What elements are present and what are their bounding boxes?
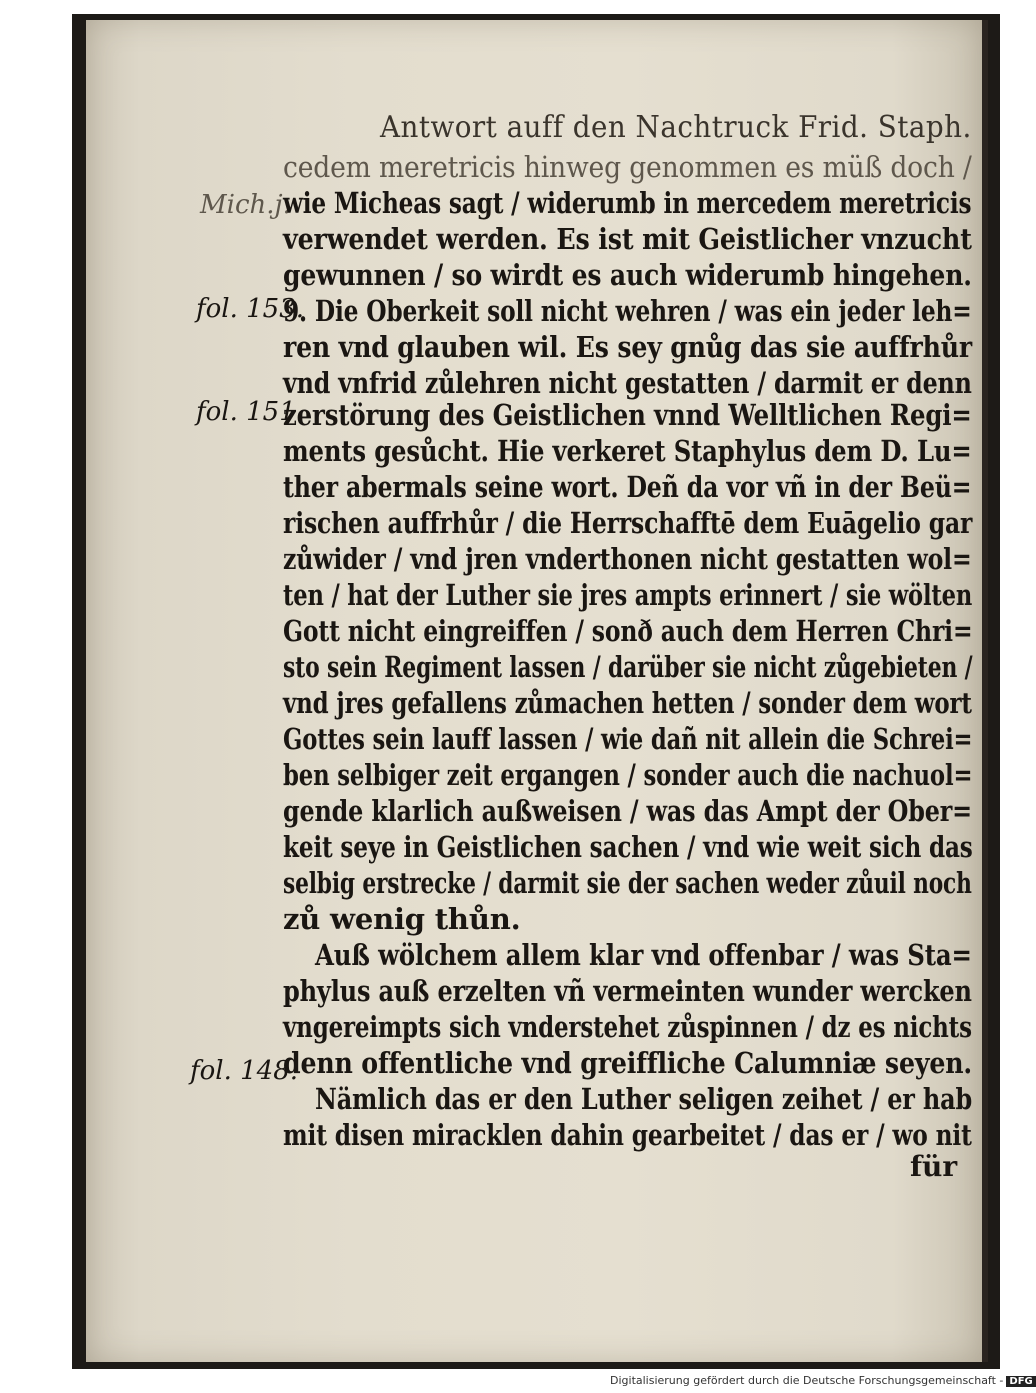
- text-line: gewunnen / so wirdt es auch widerumb hingehen.: [283, 258, 972, 292]
- footer-text: Digitalisierung gefördert durch die Deutsche Forschungsgemeinschaft -: [610, 1374, 1004, 1387]
- text-line: vnd vnfrid zůlehren nicht gestatten / darmit er denn: [283, 366, 972, 400]
- catchword: für: [910, 1150, 958, 1183]
- text-line: ments gesůcht. Hie verkeret Staphylus dem D. Lu=: [283, 434, 972, 468]
- footer-credit: [610, 1374, 1036, 1387]
- text-line: Nämlich das er den Luther seligen zeihet / er hab: [315, 1082, 973, 1116]
- text-line: vnd jres gefallens zůmachen hetten / sonder dem wort: [283, 686, 972, 720]
- text-line: sto sein Regiment lassen / darüber sie nicht zůgebieten /: [283, 650, 973, 684]
- text-line: ten / hat der Luther sie jres ampts erinnert / sie wölten: [283, 578, 973, 612]
- text-line: zů wenig thůn.: [283, 902, 521, 936]
- margin-note-fol-151: fol. 151.: [196, 397, 305, 427]
- text-line: keit seye in Geistlichen sachen / vnd wie weit sich das: [283, 830, 973, 864]
- text-line: Auß wölchem allem klar vnd offenbar / was Sta=: [315, 938, 972, 972]
- running-header: Antwort auff den Nachtruck Frid. Staph.: [380, 110, 972, 145]
- text-line: vngereimpts sich vnderstehet zůspinnen / dz es nichts: [283, 1010, 972, 1044]
- dfg-logo: DFG: [1006, 1376, 1035, 1387]
- text-line: phylus auß erzelten vñ vermeinten wunder wercken: [283, 974, 972, 1008]
- text-line: rischen auffrhůr / die Herrschafftē dem Euāgelio gar: [283, 506, 973, 540]
- text-line: mit disen miracklen dahin gearbeitet / das er / wo nit: [283, 1118, 972, 1152]
- text-line: zůwider / vnd jren vnderthonen nicht gestatten wol=: [283, 542, 972, 576]
- text-line: cedem meretricis hinweg genommen es müß doch /: [283, 150, 972, 184]
- margin-note-fol-153: fol. 153.: [196, 294, 305, 324]
- text-line: Gottes sein lauff lassen / wie dañ nit allein die Schrei=: [283, 722, 973, 756]
- text-line: selbig erstrecke / darmit sie der sachen weder zůuil noch: [283, 866, 972, 900]
- margin-note-mich: Mich.j.: [200, 190, 291, 220]
- text-line: ther abermals seine wort. Deñ da vor vñ in der Beü=: [283, 470, 972, 504]
- margin-note-fol-148: fol. 148.: [190, 1056, 299, 1086]
- page-edge: [982, 20, 988, 1362]
- text-line: denn offentliche vnd greiffliche Calumniæ seyen.: [283, 1046, 972, 1080]
- text-line: verwendet werden. Es ist mit Geistlicher vnzucht: [283, 222, 972, 256]
- text-line: wie Micheas sagt / widerumb in mercedem meretricis: [283, 186, 972, 220]
- text-line: zerstörung des Geistlichen vnnd Welltlichen Regi=: [283, 398, 972, 432]
- text-line: ben selbiger zeit ergangen / sonder auch die nachuol=: [283, 758, 973, 792]
- text-line: 9. Die Oberkeit soll nicht wehren / was ein jeder leh=: [283, 294, 972, 328]
- text-line: ren vnd glauben wil. Es sey gnůg das sie auffrhůr: [283, 330, 972, 364]
- text-line: gende klarlich außweisen / was das Ampt der Ober=: [283, 794, 972, 828]
- text-line: Gott nicht eingreiffen / sonð auch dem Herren Chri=: [283, 614, 973, 648]
